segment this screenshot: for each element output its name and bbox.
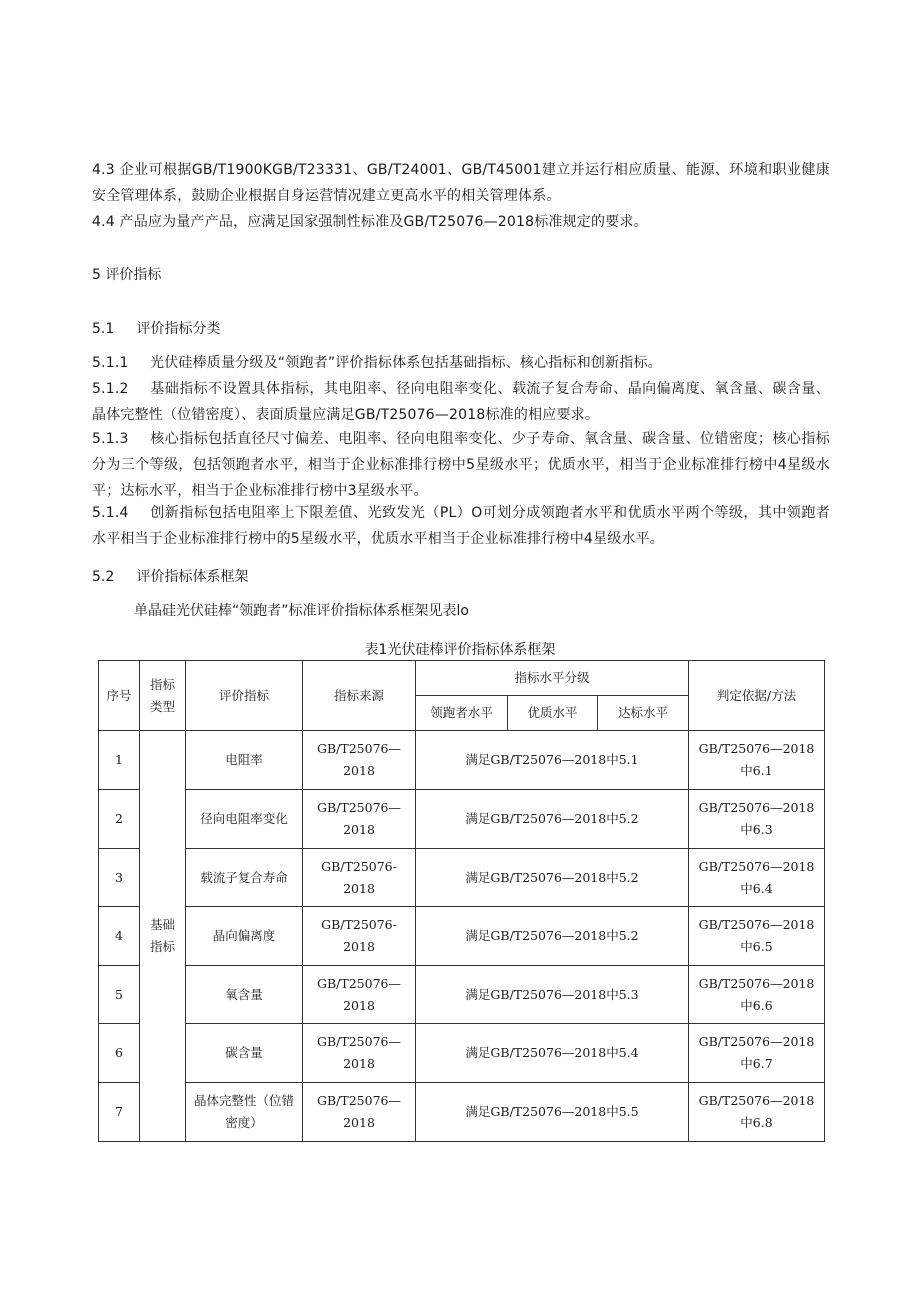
row-indicator: 晶向偏离度 xyxy=(186,907,303,966)
source-line-1: GB/T25076— xyxy=(317,800,401,815)
basis-line-1: GB/T25076—2018 xyxy=(698,975,815,991)
clause-number: 5.1.2 xyxy=(92,381,129,397)
row-level: 满足GB/T25076—2018中5.4 xyxy=(416,1024,689,1083)
paragraph-4-4: 4.4 产品应为量产产品，应满足国家强制性标准及GB/T25076—2018标准规定的要求。 xyxy=(92,214,648,230)
row-seq: 5 xyxy=(99,966,140,1024)
row-level: 满足GB/T25076—2018中5.2 xyxy=(416,907,689,966)
table-row xyxy=(99,907,825,966)
row-source xyxy=(303,731,416,790)
row-basis xyxy=(689,849,825,907)
paragraph-5-1-4 xyxy=(92,500,830,552)
paragraph-5-1-1 xyxy=(92,350,830,376)
paragraph-4-3: 4.3 企业可根据GB/T1900KGB/T23331、GB/T24001、GB/T45001建立并运行相应质量、能源、环境和职业健康安全管理体系，鼓励企业根据自身运营情况建立更高水平的相关管理体系。 xyxy=(92,162,830,204)
header-indicator: 评价指标 xyxy=(186,661,303,731)
row-indicator: 载流子复合寿命 xyxy=(186,849,303,907)
source-line-2: 2018 xyxy=(343,1115,375,1130)
row-basis xyxy=(689,907,825,966)
section-heading-5-1 xyxy=(92,318,220,340)
row-basis xyxy=(689,1024,825,1083)
header-type xyxy=(140,661,186,731)
source-line-1: GB/T25076— xyxy=(317,975,401,991)
row-indicator: 碳含量 xyxy=(186,1024,303,1083)
row-source xyxy=(303,790,416,849)
basis-line-2: 中6.3 xyxy=(740,822,773,837)
header-seq: 序号 xyxy=(99,661,140,731)
row-basis xyxy=(689,1083,825,1142)
source-line-1: GB/T25076- xyxy=(321,917,397,932)
row-basis xyxy=(689,790,825,849)
row-seq: 6 xyxy=(99,1024,140,1083)
basis-line-1: GB/T25076—2018 xyxy=(698,1034,815,1049)
row-indicator: 晶体完整性（位错密度） xyxy=(186,1083,303,1142)
basis-line-1: GB/T25076—2018 xyxy=(698,917,815,932)
row-basis xyxy=(689,966,825,1024)
basis-line-2: 中6.5 xyxy=(740,939,773,954)
row-basis xyxy=(689,731,825,790)
row-indicator: 电阻率 xyxy=(186,731,303,790)
paragraph-5-1-2 xyxy=(92,376,830,428)
table-row xyxy=(99,790,825,849)
header-level-standard: 达标水平 xyxy=(598,696,689,731)
basis-line-1: GB/T25076—2018 xyxy=(698,858,815,874)
row-level: 满足GB/T25076—2018中5.2 xyxy=(416,849,689,907)
header-type-line-1: 指标 xyxy=(149,676,175,692)
source-line-1: GB/T25076— xyxy=(317,1034,401,1049)
row-source xyxy=(303,1024,416,1083)
source-line-2: 2018 xyxy=(343,763,375,778)
clause-text: 创新指标包括电阻率上下限差值、光致发光（PL）O可划分成领跑者水平和优质水平两个等级，其中领跑者水平相当于企业标准排行榜中的5星级水平，优质水平相当于企业标准排行榜中4星级水平。 xyxy=(92,505,830,547)
source-line-2: 2018 xyxy=(343,997,375,1013)
basis-line-1: GB/T25076—2018 xyxy=(698,741,815,756)
table-row xyxy=(99,1024,825,1083)
section-heading-5-2 xyxy=(92,566,248,588)
row-level: 满足GB/T25076—2018中5.2 xyxy=(416,790,689,849)
header-source: 指标来源 xyxy=(303,661,416,731)
source-line-2: 2018 xyxy=(343,880,375,896)
row-level: 满足GB/T25076—2018中5.5 xyxy=(416,1083,689,1142)
basis-line-2: 中6.7 xyxy=(740,1056,773,1071)
table-row xyxy=(99,1083,825,1142)
header-basis: 判定依据/方法 xyxy=(689,661,825,731)
table-header-row xyxy=(99,661,825,696)
table-row xyxy=(99,849,825,907)
basis-line-2: 中6.6 xyxy=(740,997,773,1013)
paragraph-5-1-3 xyxy=(92,426,830,504)
section-number: 5.2 xyxy=(92,569,115,585)
type-line-1: 基础 xyxy=(149,917,175,932)
row-level: 满足GB/T25076—2018中5.3 xyxy=(416,966,689,1024)
source-line-2: 2018 xyxy=(343,939,375,954)
row-seq: 7 xyxy=(99,1083,140,1142)
row-source xyxy=(303,849,416,907)
basis-line-1: GB/T25076—2018 xyxy=(698,1093,815,1108)
clause-text: 核心指标包括直径尺寸偏差、电阻率、径向电阻率变化、少子寿命、氧含量、碳含量、位错密度；核心指标分为三个等级，包括领跑者水平，相当于企业标准排行榜中5星级水平；优质水平，相当于企业标准排行榜中4星级水平；达标水平，相当于企业标准排行榜中3星级水平。 xyxy=(92,431,830,499)
section-title: 评价指标体系框架 xyxy=(136,569,249,585)
row-seq: 2 xyxy=(99,790,140,849)
row-seq: 4 xyxy=(99,907,140,966)
header-level-group: 指标水平分级 xyxy=(416,661,689,696)
clause-number: 5.1.4 xyxy=(92,505,129,521)
header-level-leader: 领跑者水平 xyxy=(416,696,508,731)
section-title: 评价指标分类 xyxy=(136,321,221,337)
section-number: 5.1 xyxy=(92,321,115,337)
row-level: 满足GB/T25076—2018中5.1 xyxy=(416,731,689,790)
source-line-2: 2018 xyxy=(343,822,375,837)
basis-line-2: 中6.8 xyxy=(740,1115,773,1130)
row-source xyxy=(303,966,416,1024)
row-indicator: 氧含量 xyxy=(186,966,303,1024)
row-seq: 3 xyxy=(99,849,140,907)
row-source xyxy=(303,1083,416,1142)
table-row xyxy=(99,731,825,790)
table-caption: 表1光伏硅棒评价指标体系框架 xyxy=(364,642,556,658)
clause-number: 5.1.1 xyxy=(92,355,129,371)
clause-text: 光伏硅棒质量分级及“领跑者”评价指标体系包括基础指标、核心指标和创新指标。 xyxy=(150,355,662,371)
basis-line-1: GB/T25076—2018 xyxy=(698,800,815,815)
indicator-framework-table xyxy=(98,660,825,1142)
row-type-basic xyxy=(140,731,186,1142)
header-type-line-2: 类型 xyxy=(149,698,175,714)
source-line-1: GB/T25076— xyxy=(317,741,401,756)
clause-number: 5.1.3 xyxy=(92,431,129,447)
header-level-quality: 优质水平 xyxy=(508,696,598,731)
row-source xyxy=(303,907,416,966)
type-line-2: 指标 xyxy=(149,939,175,954)
basis-line-2: 中6.1 xyxy=(740,763,773,778)
source-line-1: GB/T25076- xyxy=(321,858,397,874)
source-line-2: 2018 xyxy=(343,1056,375,1071)
source-line-1: GB/T25076— xyxy=(317,1093,401,1108)
table-row xyxy=(99,966,825,1024)
row-seq: 1 xyxy=(99,731,140,790)
basis-line-2: 中6.4 xyxy=(740,880,773,896)
row-indicator: 径向电阻率变化 xyxy=(186,790,303,849)
section-heading-5: 5 评价指标 xyxy=(92,267,162,283)
table-intro-text: 单晶硅光伏硅棒“领跑者”标准评价指标体系框架见表lo xyxy=(134,603,469,619)
clause-text: 基础指标不设置具体指标，其电阻率、径向电阻率变化、载流子复合寿命、晶向偏离度、氧含量、碳含量、晶体完整性（位错密度）、表面质量应满足GB/T25076—2018标准的相应要求。 xyxy=(92,381,830,423)
